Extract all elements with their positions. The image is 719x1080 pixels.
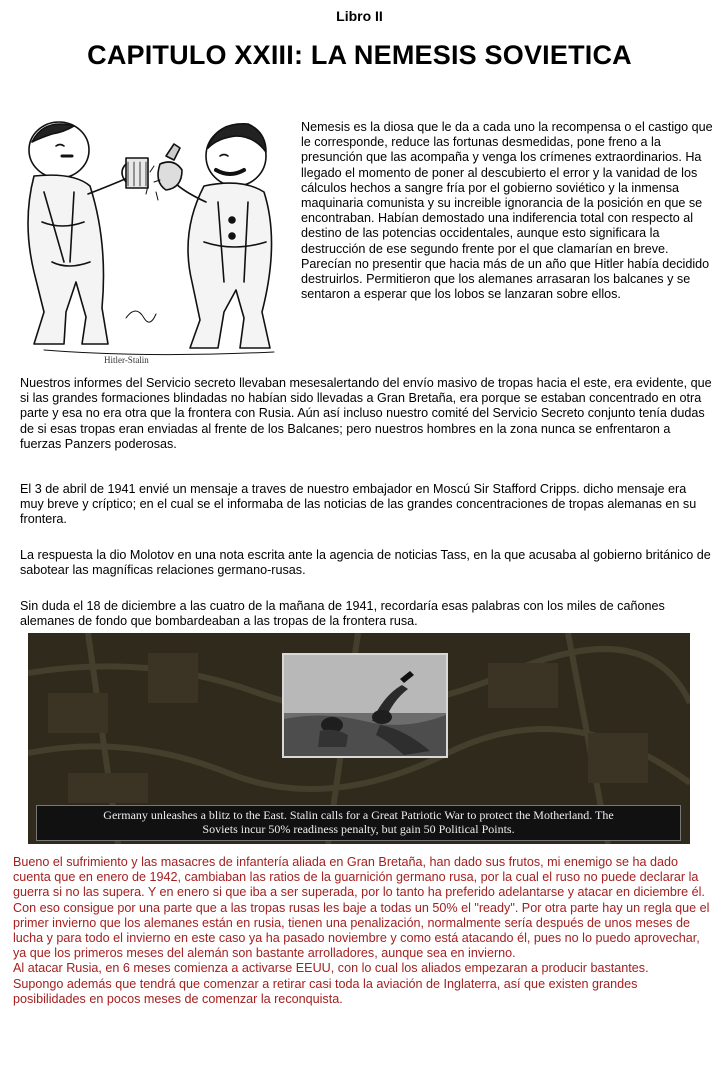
commentary-block <box>13 855 713 1007</box>
paragraph-intelligence: Nuestros informes del Servicio secreto llevaban mesesalertando del envío masivo de tropas hacia el este, era evidente, que si las grandes formaciones blindadas no habían sido llevadas a Gran Bretaña, era porque se estaban concentrado en otra parte y esa no era otra que la frontera con Rusia. Aún así incluso nuestro comité del Servicio Secreto conjunto tenía dudas de si esas tropas eran enviadas al frente de los Balcanes; pero nuestros hombres en la zona nunca se enfrentaron a fuerzas Panzers poderosas. <box>20 376 712 451</box>
cartoon-caption: Hitler-Stalin <box>104 355 149 365</box>
commentary-paragraph-2: Al atacar Rusia, en 6 meses comienza a activarse EEUU, con lo cual los aliados empezaran a producir bastantes. <box>13 961 649 976</box>
game-event-line-2: Soviets incur 50% readiness penalty, but gain 50 Political Points. <box>202 822 515 836</box>
chapter-title: CAPITULO XXIII: LA NEMESIS SOVIETICA <box>87 40 632 70</box>
game-event-screenshot <box>28 633 690 844</box>
commentary-paragraph-1: Bueno el sufrimiento y las masacres de infantería aliada en Gran Bretaña, han dado sus frutos, mi enemigo se ha dado cuenta que en enero de 1942, cambiaban las ratios de la guarnición germano rusa, por la cual el ruso no puede declarar la guerra si no las supera. Y en enero si que iba a ser superada, por lo tanto ha preferido adelantarse y atacar en diciembre él. Con eso consigue por una parte que a las tropas rusas les baje a todas un 50% el "ready". Por otra parte hay un regla que el primer invierno que los alemanes están en rusia, tienen una penalización, normalmente sería después de unos meses de lucha y para todo el invierno en este caso ya ha pasado noviembre y como está atacando él, pues no lo puedo aprovechar, ya que los primeros meses del alemán son bastante arrolladores, aunque sea en invierno. <box>13 855 710 961</box>
book-label: Libro II <box>336 8 383 24</box>
game-event-message <box>36 805 681 841</box>
commentary-paragraph-3: Supongo además que tendrá que comenzar a retirar casi toda la aviación de Inglaterra, así que existen grandes posibilidades en pocos meses de comenzar la reconquista. <box>13 976 638 1006</box>
paragraph-december-attack: Sin duda el 18 de diciembre a las cuatro de la mañana de 1941, recordaría esas palabras con los miles de cañones alemanes de fondo que bombardeaban a las tropas de la frontera rusa. <box>20 599 665 629</box>
paragraph-cripps-message: El 3 de abril de 1941 envié un mensaje a traves de nuestro embajador en Moscú Sir Stafford Cripps. dicho mensaje era muy breve y críptico; en el cual se el informaba de las noticias de las grandes concentraciones de tropas alemanas en su frontera. <box>20 482 697 527</box>
game-event-line-1: Germany unleashes a blitz to the East. Stalin calls for a Great Patriotic War to protect the Motherland. The <box>103 808 614 822</box>
intro-paragraph: Nemesis es la diosa que le da a cada uno la recompensa o el castigo que le corresponde, reduce las fortunas desmedidas, pone freno a la presunción que las acompaña y venga los crímenes extraordinarios. Ha llegado el momento de poner al descubierto el error y la vanidad de los cálculos hechos a sangre fría por el gobierno soviético y la inmensa maquinaria comunista y su increible ignorancia de la posición en que se encontraban. Habían demostado una indiferencia total con respecto al destino de las potencias occidentales, aunque esto significara la destrucción de ese segundo frente por el que clamarían en breve. Parecían no presentir que hacia más de un año que Hitler había decidido destruirlos. Permitieron que los alemanes arrasaran los balcanes y se sentaron a esperar que los lobos se lanzaran sobre ellos. <box>301 120 713 302</box>
paragraph-molotov-reply: La respuesta la dio Molotov en una nota escrita ante la agencia de noticias Tass, en la que acusaba al gobierno británico de sabotear las magníficas relaciones germano-rusas. <box>20 548 711 578</box>
hitler-stalin-toast-cartoon <box>4 112 289 362</box>
soldier-throwing-grenade-photo <box>282 653 448 758</box>
